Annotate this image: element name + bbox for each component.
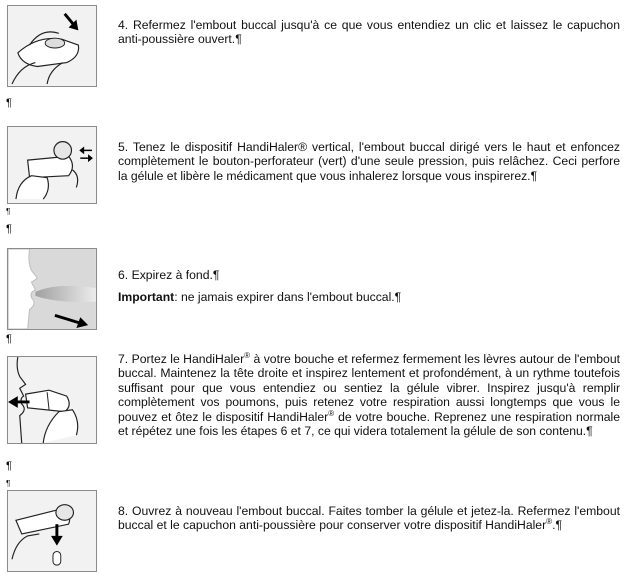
step-5-text: 5. Tenez le dispositif HandiHaler® vertical, l'embout buccal dirigé vers le haut et enfoncez complètement le bouton-perforateur (vert) d'une seule pression, puis relâchez. Ceci perfore la gélule et libère le médicament que vous inhalerez lorsque vous inspirerez.¶: [118, 140, 620, 183]
pilcrow-mark: ¶: [6, 207, 11, 216]
exhale-face-icon: [8, 249, 96, 329]
inhaler-piercing-icon: [8, 127, 96, 203]
step-6-important: Important: ne jamais expirer dans l'embout buccal.¶: [118, 290, 402, 304]
step-8-text: 8. Ouvrez à nouveau l'embout buccal. Faites tomber la gélule et jetez-la. Refermez l'embout buccal et le capuchon anti-poussière pour conserver votre dispositif HandiHaler®.¶: [118, 504, 620, 533]
inhaler-closing-icon: [8, 6, 96, 86]
pilcrow-mark: ¶: [6, 460, 12, 472]
pilcrow-mark: ¶: [6, 223, 12, 235]
step-6-illustration: [7, 248, 97, 330]
step-7-text: 7. Portez le HandiHaler® à votre bouche et refermez fermement les lèvres autour de l'embout buccal. Maintenez la tête droite et inspirez lentement et profondément, à un rythme toutefois suffisant pour que vous entendiez ou sentiez la gélule vibrer. Inspirez jusqu'à remplir complètement vos poumons, puis retenez votre respiration aussi longtemps que vous le pouvez et ôtez le dispositif HandiHaler® de votre bouche. Reprenez une respiration normale et répétez une fois les étapes 6 et 7, ce qui videra totalement la gélule de son contenu.¶: [118, 350, 621, 439]
pilcrow-mark: ¶: [6, 97, 12, 109]
step-7-illustration: [7, 356, 97, 444]
step-6-text: 6. Expirez à fond.¶: [118, 268, 220, 282]
step-8-illustration: [7, 490, 97, 572]
capsule-disposal-icon: [8, 491, 96, 571]
step-5-illustration: [7, 126, 97, 204]
pilcrow-mark: ¶: [6, 479, 11, 488]
inhale-face-icon: [8, 357, 96, 443]
pilcrow-mark: ¶: [6, 333, 12, 345]
step-4-illustration: [7, 5, 97, 87]
step-4-text: 4. Refermez l'embout buccal jusqu'à ce que vous entendiez un clic et laissez le capuchon anti-poussière ouvert.¶: [118, 18, 620, 47]
